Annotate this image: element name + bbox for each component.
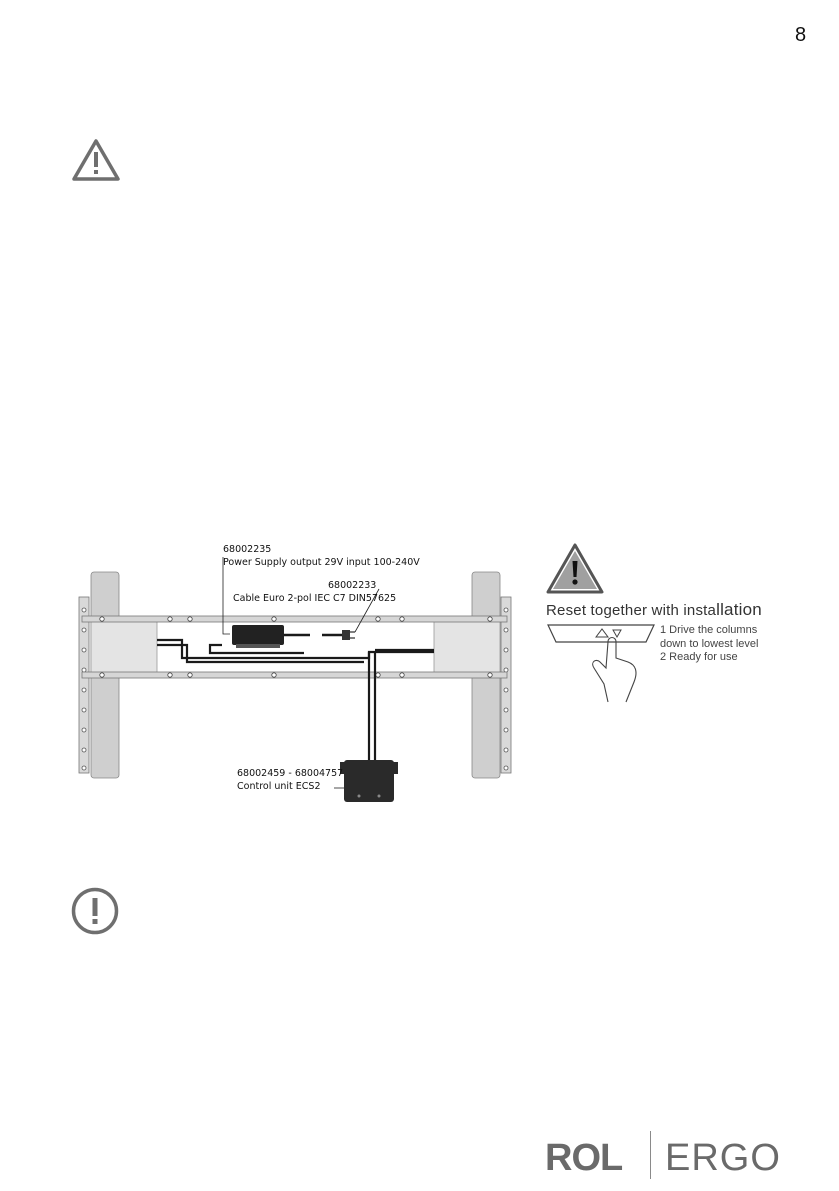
handset-press-illustration bbox=[546, 622, 656, 704]
reset-step-line: down to lowest level bbox=[660, 637, 759, 650]
control-unit-code: 68002459 - 68004757 bbox=[237, 768, 344, 779]
control-unit-desc: Control unit ECS2 bbox=[237, 780, 321, 792]
reset-step-line: 2 Ready for use bbox=[660, 651, 738, 663]
cable-code: 68002233 bbox=[328, 580, 377, 591]
reset-title-tail: llation bbox=[716, 600, 762, 619]
warning-triangle-icon bbox=[546, 543, 604, 594]
callout-cable bbox=[233, 580, 396, 605]
callout-control-unit bbox=[237, 768, 343, 793]
exclamation-circle-icon bbox=[71, 887, 119, 935]
callout-power-supply bbox=[223, 544, 420, 569]
warning-triangle-icon bbox=[71, 138, 121, 182]
power-supply-code: 68002235 bbox=[223, 544, 272, 555]
reset-title bbox=[546, 600, 762, 620]
logo-ergo: ERGO bbox=[665, 1137, 781, 1179]
power-supply-desc: Power Supply output 29V input 100-240V bbox=[223, 556, 420, 568]
reset-steps bbox=[660, 624, 758, 665]
logo-rol: ROL bbox=[545, 1137, 623, 1179]
page-number: 8 bbox=[795, 24, 807, 46]
logo-divider bbox=[650, 1131, 651, 1179]
reset-step-line: 1 Drive the columns bbox=[660, 624, 758, 636]
reset-title-main: Reset together with insta bbox=[546, 602, 717, 619]
cable-desc: Cable Euro 2-pol IEC C7 DIN57625 bbox=[233, 592, 397, 604]
